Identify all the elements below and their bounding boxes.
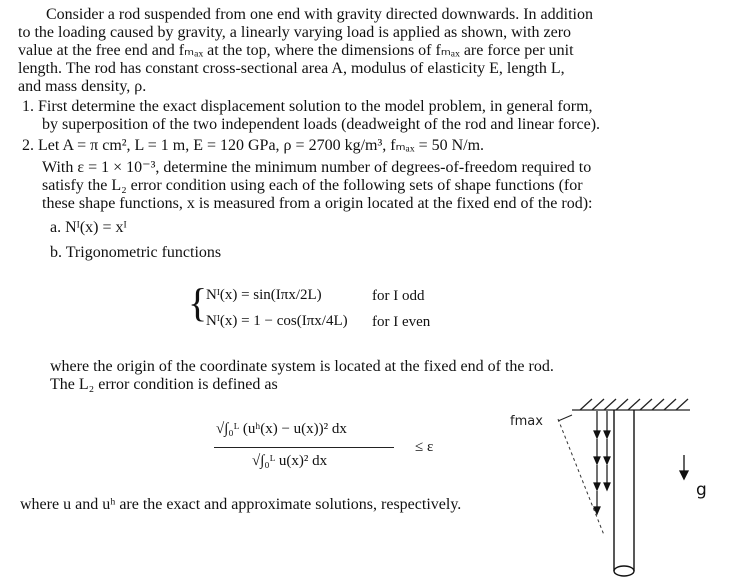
trig-cond-even: for I even [372,314,431,330]
item-2-a: a. Nᴵ(x) = xᴵ [50,219,127,236]
item-2-line-2: With ε = 1 × 10⁻³, determine the minimum number of degrees-of-freedom required to [42,159,592,176]
closing-text: where u and uʰ are the exact and approximate solutions, respectively. [20,496,462,513]
item-2-line-4: these shape functions, x is measured from a origin located at the fixed end of the rod): [42,195,593,212]
ceiling-support [572,399,690,410]
rod-figure [500,395,737,585]
trig-cond-odd: for I odd [372,288,425,304]
gravity-arrow [680,455,688,479]
item-2-line-3: satisfy the L₂ error condition using each of the following sets of shape functions (for [42,177,583,194]
error-relation: ≤ ε [415,439,434,455]
rod [614,410,634,576]
intro-line-2: to the loading caused by gravity, a linearly varying load is applied as shown, with zero [18,24,572,41]
item-2-b: b. Trigonometric functions [50,244,222,261]
load-arrows [594,411,610,514]
error-numerator: √∫₀ᴸ (uʰ(x) − u(x))² dx [216,421,347,437]
trig-eq-odd: Nᴵ(x) = sin(Iπx/2L) [206,287,322,303]
trig-eq-even: Nᴵ(x) = 1 − cos(Iπx/4L) [206,313,348,329]
item-2-line-1: 2. Let A = π cm², L = 1 m, E = 120 GPa, ρ = 2700 kg/m³, fₘₐₓ = 50 N/m. [22,137,485,154]
fmax-label: fmax [510,414,543,429]
left-brace: { [188,280,208,325]
fraction-bar [214,447,394,448]
error-denominator: √∫₀ᴸ u(x)² dx [252,453,328,469]
error-intro: The L₂ error condition is defined as [50,376,278,393]
intro-line-1: Consider a rod suspended from one end with gravity directed downwards. In addition [46,6,593,23]
intro-line-4: length. The rod has constant cross-sectional area A, modulus of elasticity E, length L, [18,60,565,77]
origin-note: where the origin of the coordinate system is located at the fixed end of the rod. [50,358,554,375]
item-1-line-2: by superposition of the two independent loads (deadweight of the rod and linear force). [42,116,601,133]
intro-line-3: value at the free end and fₘₐₓ at the top, where the dimensions of fₘₐₓ are force per unit [18,42,574,59]
gravity-label: g [696,480,707,500]
intro-line-5: and mass density, ρ. [18,78,147,95]
item-1-line-1: 1. First determine the exact displacement solution to the model problem, in general form, [22,98,593,115]
